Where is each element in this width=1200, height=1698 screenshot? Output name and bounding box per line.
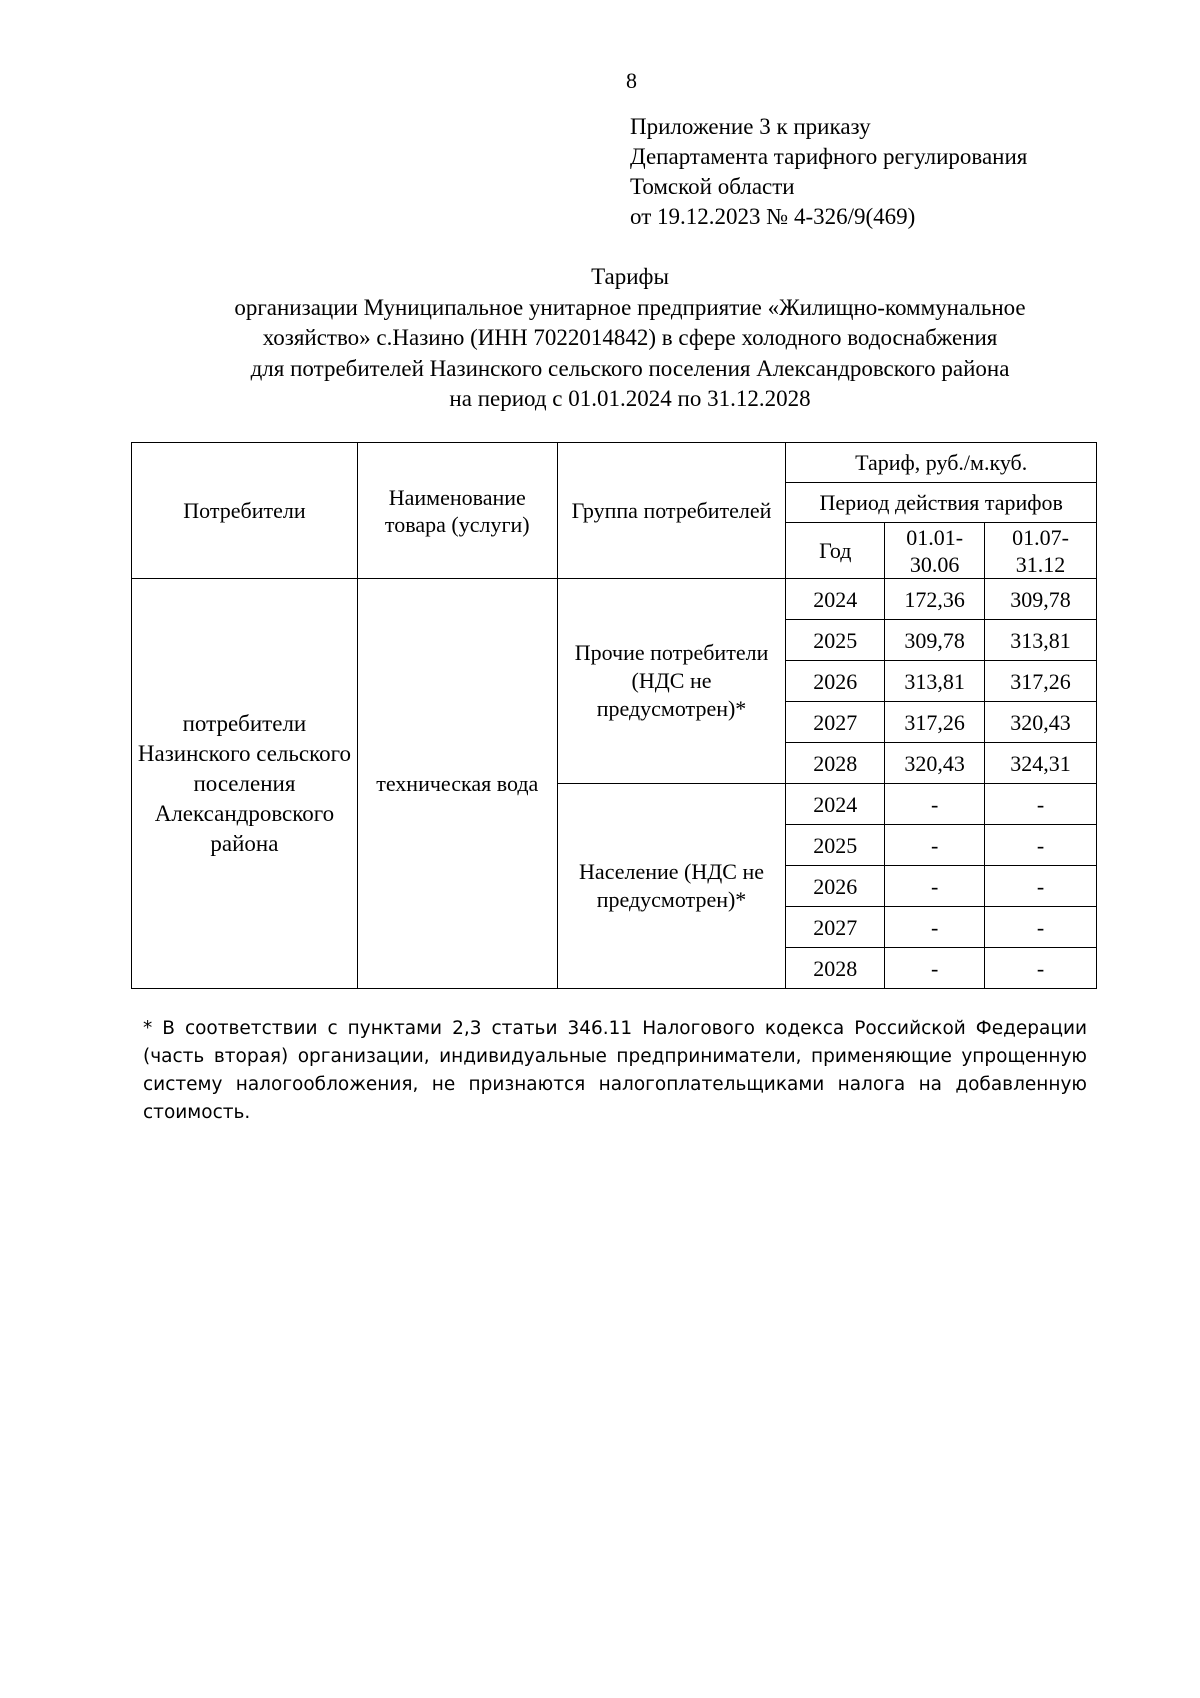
tariff-cell: 313,81 (985, 620, 1097, 661)
tariff-cell: - (885, 825, 985, 866)
document-title (140, 262, 1120, 415)
title-line: хозяйство» с.Назино (ИНН 7022014842) в сфере холодного водоснабжения (262, 325, 998, 350)
title-line: на период с 01.01.2024 по 31.12.2028 (449, 386, 811, 411)
appendix-reference (630, 112, 1027, 232)
tariff-cell: 309,78 (985, 579, 1097, 620)
tariff-cell: 317,26 (985, 661, 1097, 702)
header-consumers: Потребители (132, 443, 358, 579)
year-cell: 2026 (786, 866, 885, 907)
tariff-cell: - (885, 866, 985, 907)
title-heading: Тарифы (591, 264, 669, 289)
header-year: Год (786, 523, 885, 579)
header-period-1: 01.01-30.06 (885, 523, 985, 579)
tariff-cell: 324,31 (985, 743, 1097, 784)
tariff-cell: 320,43 (885, 743, 985, 784)
header-period: Период действия тарифов (786, 483, 1097, 523)
tariff-cell: - (985, 825, 1097, 866)
tariff-cell: 309,78 (885, 620, 985, 661)
table-row (132, 579, 1097, 620)
header-period-2: 01.07-31.12 (985, 523, 1097, 579)
consumer-cell: потребители Назинского сельского поселения Александровского района (132, 579, 358, 989)
header-tariff: Тариф, руб./м.куб. (786, 443, 1097, 483)
tariff-cell: 313,81 (885, 661, 985, 702)
tariff-cell: 172,36 (885, 579, 985, 620)
tariff-cell: 317,26 (885, 702, 985, 743)
goods-cell: техническая вода (357, 579, 557, 989)
year-cell: 2024 (786, 784, 885, 825)
footnote: * В соответствии с пунктами 2,3 статьи 346.11 Налогового кодекса Российской Федерации (часть вторая) организации, индивидуальные предприниматели, применяющие упрощенную систему налогообложения, не признаются налогоплательщиками налога на добавленную стоимость. (143, 1018, 1087, 1123)
appendix-line: Департамента тарифного регулирования (630, 144, 1028, 169)
tariff-cell: - (885, 784, 985, 825)
tariff-table (131, 442, 1097, 989)
page-number: 8 (626, 68, 637, 93)
group-cell: Прочие потребители (НДС не предусмотрен)* (557, 579, 786, 784)
title-line: организации Муниципальное унитарное предприятие «Жилищно-коммунальное (234, 294, 1026, 320)
header-goods: Наименование товара (услуги) (357, 443, 557, 579)
tariff-cell: - (985, 784, 1097, 825)
year-cell: 2028 (786, 743, 885, 784)
appendix-line: Приложение 3 к приказу (630, 114, 871, 139)
year-cell: 2025 (786, 825, 885, 866)
tariff-cell: - (885, 948, 985, 989)
tariff-cell: - (985, 866, 1097, 907)
tariff-cell: 320,43 (985, 702, 1097, 743)
group-cell: Население (НДС не предусмотрен)* (557, 784, 786, 989)
tariff-cell: - (885, 907, 985, 948)
year-cell: 2024 (786, 579, 885, 620)
tariff-cell: - (985, 907, 1097, 948)
year-cell: 2025 (786, 620, 885, 661)
appendix-line: Томской области (630, 174, 795, 199)
year-cell: 2027 (786, 907, 885, 948)
title-line: для потребителей Назинского сельского поселения Александровского района (250, 355, 1010, 381)
year-cell: 2028 (786, 948, 885, 989)
year-cell: 2027 (786, 702, 885, 743)
header-group: Группа потребителей (557, 443, 786, 579)
appendix-line: от 19.12.2023 № 4-326/9(469) (630, 204, 916, 229)
year-cell: 2026 (786, 661, 885, 702)
tariff-cell: - (985, 948, 1097, 989)
